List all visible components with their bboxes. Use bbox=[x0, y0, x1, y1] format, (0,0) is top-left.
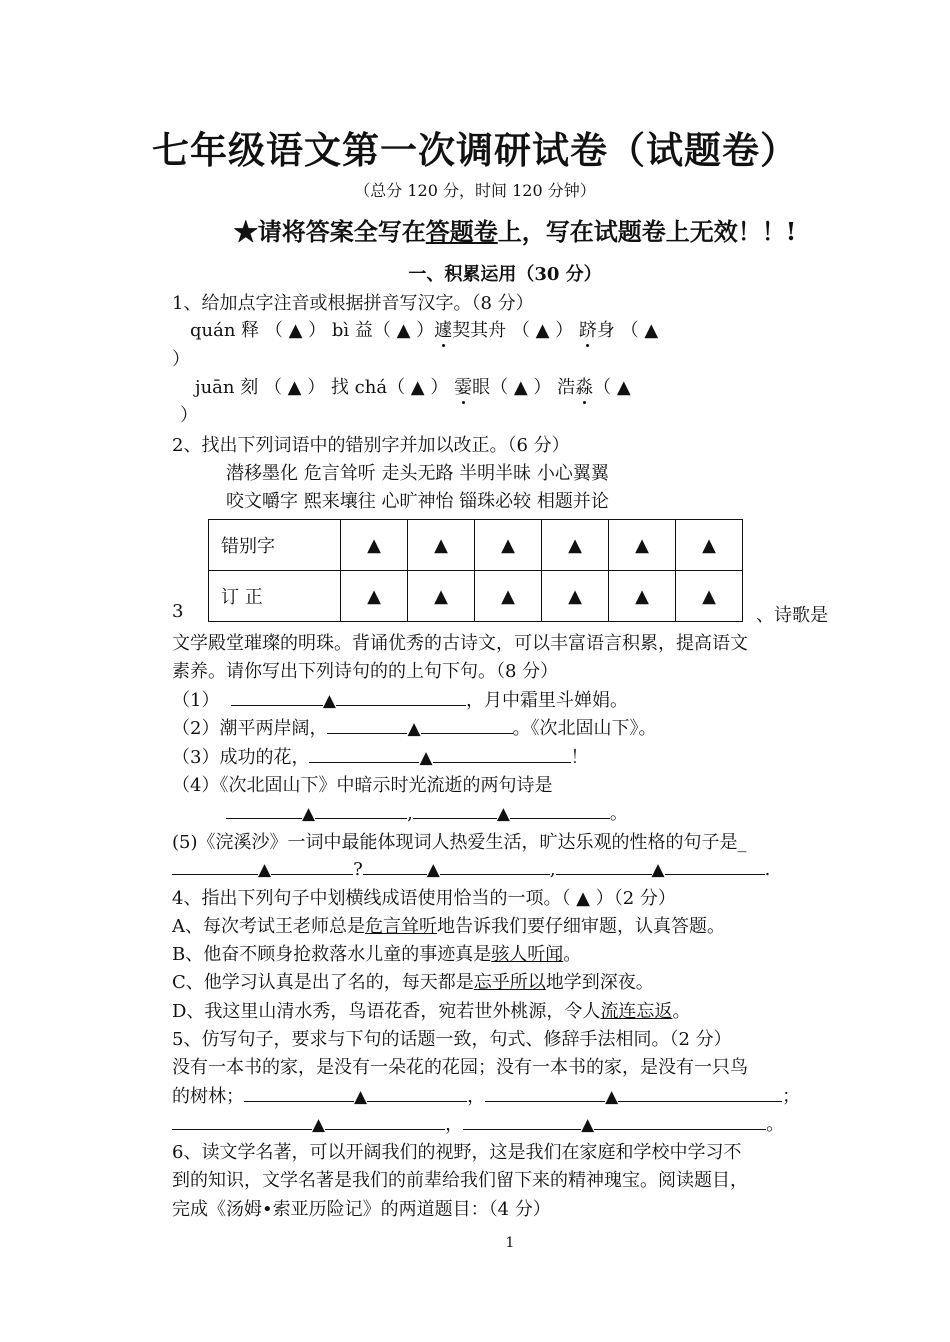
q1-row1: quán 释 （ ▲ ） bì 益（ ▲ ）遽契其舟 （ ▲ ） 跻身 （ ▲ bbox=[190, 320, 659, 341]
dotted-char: 跻 bbox=[578, 320, 597, 341]
answer-cell: ▲ bbox=[408, 520, 475, 571]
answer-cell: ▲ bbox=[341, 520, 408, 571]
q3-sub5-blanks: ▲ ? ▲ , ▲ . bbox=[172, 856, 770, 880]
q4-stem: 4、指出下列句子中划横线成语使用恰当的一项。（ ▲ ）（2 分） bbox=[172, 888, 676, 909]
q6-stem: 6、读文学名著，可以开阔我们的视野，这是我们在家庭和学校中学习不 bbox=[172, 1142, 742, 1163]
answer-cell: ▲ bbox=[609, 571, 676, 622]
answer-cell: ▲ bbox=[676, 520, 743, 571]
answer-cell: ▲ bbox=[542, 520, 609, 571]
q2-stem: 2、找出下列词语中的错别字并加以改正。（6 分） bbox=[172, 435, 570, 456]
q5-stem: 5、仿写句子，要求与下句的话题一致，句式、修辞手法相同。（2 分） bbox=[172, 1029, 732, 1050]
q5-example: 没有一本书的家，是没有一朵花的花园；没有一本书的家，是没有一只鸟 bbox=[172, 1057, 748, 1078]
subtitle: （总分 120 分，时间 120 分钟） bbox=[354, 181, 596, 200]
q4-option-a: A、每次考试王老师总是危言耸听地告诉我们要仔细审题，认真答题。 bbox=[172, 916, 725, 937]
dotted-char: 霎 bbox=[454, 377, 473, 398]
q5-blanks-line1: 的树林； ▲ ， ▲ ； bbox=[172, 1082, 800, 1108]
q3-sub2: （2）潮平两岸阔， ▲ 。《次北固山下》。 bbox=[172, 714, 657, 740]
answer-sheet-underlined: 答题卷 bbox=[425, 217, 498, 246]
page-title: 七年级语文第一次调研试卷（试题卷） bbox=[152, 128, 798, 172]
q3-sub5: (5)《浣溪沙》一词中最能体现词人热爱生活，旷达乐观的性格的句子是_ bbox=[172, 832, 747, 853]
q3-sub4: （4）《次北固山下》中暗示时光流逝的两句诗是 bbox=[172, 775, 553, 796]
answer-cell: ▲ bbox=[609, 520, 676, 571]
q3-sub1: （1） ▲ ，月中霜里斗婵娟。 bbox=[172, 686, 628, 712]
q2-words-line2: 咬文嚼字 熙来壤往 心旷神怡 锱珠必较 相题并论 bbox=[226, 491, 609, 512]
q6-line3: 完成《汤姆•索亚历险记》的两道题目：（4 分） bbox=[172, 1199, 551, 1220]
q3-stem-tail: 、诗歌是 bbox=[756, 605, 828, 626]
q1-row1-close: ） bbox=[172, 349, 190, 370]
q2-words-line1: 潜移墨化 危言耸听 走头无路 半明半昧 小心翼翼 bbox=[226, 463, 609, 484]
q4-option-c: C、他学习认真是出了名的，每天都是忘乎所以地学到深夜。 bbox=[172, 972, 654, 993]
table-header-correct: 订 正 bbox=[209, 571, 341, 622]
dotted-char: 遽 bbox=[434, 320, 453, 341]
q3-sub4-blanks: ▲ , ▲ 。 bbox=[226, 799, 628, 825]
answer-cell: ▲ bbox=[475, 520, 542, 571]
answer-cell: ▲ bbox=[676, 571, 743, 622]
q3-number: 3 bbox=[172, 601, 184, 622]
dotted-char: 淼 bbox=[575, 377, 594, 398]
table-header-wrong: 错别字 bbox=[209, 520, 341, 571]
q3-stem-line2: 文学殿堂璀璨的明珠。背诵优秀的古诗文，可以丰富语言积累，提高语文 bbox=[172, 633, 748, 654]
notice: ★请将答案全写在答题卷上，写在试题卷上无效！！! bbox=[233, 217, 797, 246]
section-heading: 一、积累运用（30 分） bbox=[408, 264, 602, 285]
q4-option-b: B、他奋不顾身抢救落水儿童的事迹真是骇人听闻。 bbox=[172, 944, 582, 965]
q1-row2-close: ） bbox=[180, 405, 198, 426]
q4-option-d: D、我这里山清水秀，鸟语花香，宛若世外桃源，令人流连忘返。 bbox=[172, 1001, 691, 1022]
q3-stem-line3: 素养。请你写出下列诗句的的上句下句。（8 分） bbox=[172, 661, 559, 682]
answer-cell: ▲ bbox=[542, 571, 609, 622]
q6-line2: 到的知识，文学名著是我们的前辈给我们留下来的精神瑰宝。阅读题目， bbox=[172, 1170, 748, 1191]
table-row bbox=[209, 520, 743, 571]
answer-cell: ▲ bbox=[341, 571, 408, 622]
q5-blanks-line2: ▲ ， ▲ 。 bbox=[172, 1110, 784, 1136]
answer-cell: ▲ bbox=[475, 571, 542, 622]
table-row bbox=[209, 571, 743, 622]
q3-sub3: （3）成功的花， ▲ ！ bbox=[172, 743, 589, 769]
answer-cell: ▲ bbox=[408, 571, 475, 622]
q1-stem: 1、给加点字注音或根据拼音写汉字。（8 分） bbox=[172, 293, 534, 314]
q1-row2: juān 刻 （ ▲ ） 找 chá（ ▲ ） 霎眼（ ▲ ） 浩淼（ ▲ bbox=[195, 377, 631, 398]
correction-table bbox=[208, 519, 743, 622]
page-number: 1 bbox=[505, 1235, 515, 1251]
